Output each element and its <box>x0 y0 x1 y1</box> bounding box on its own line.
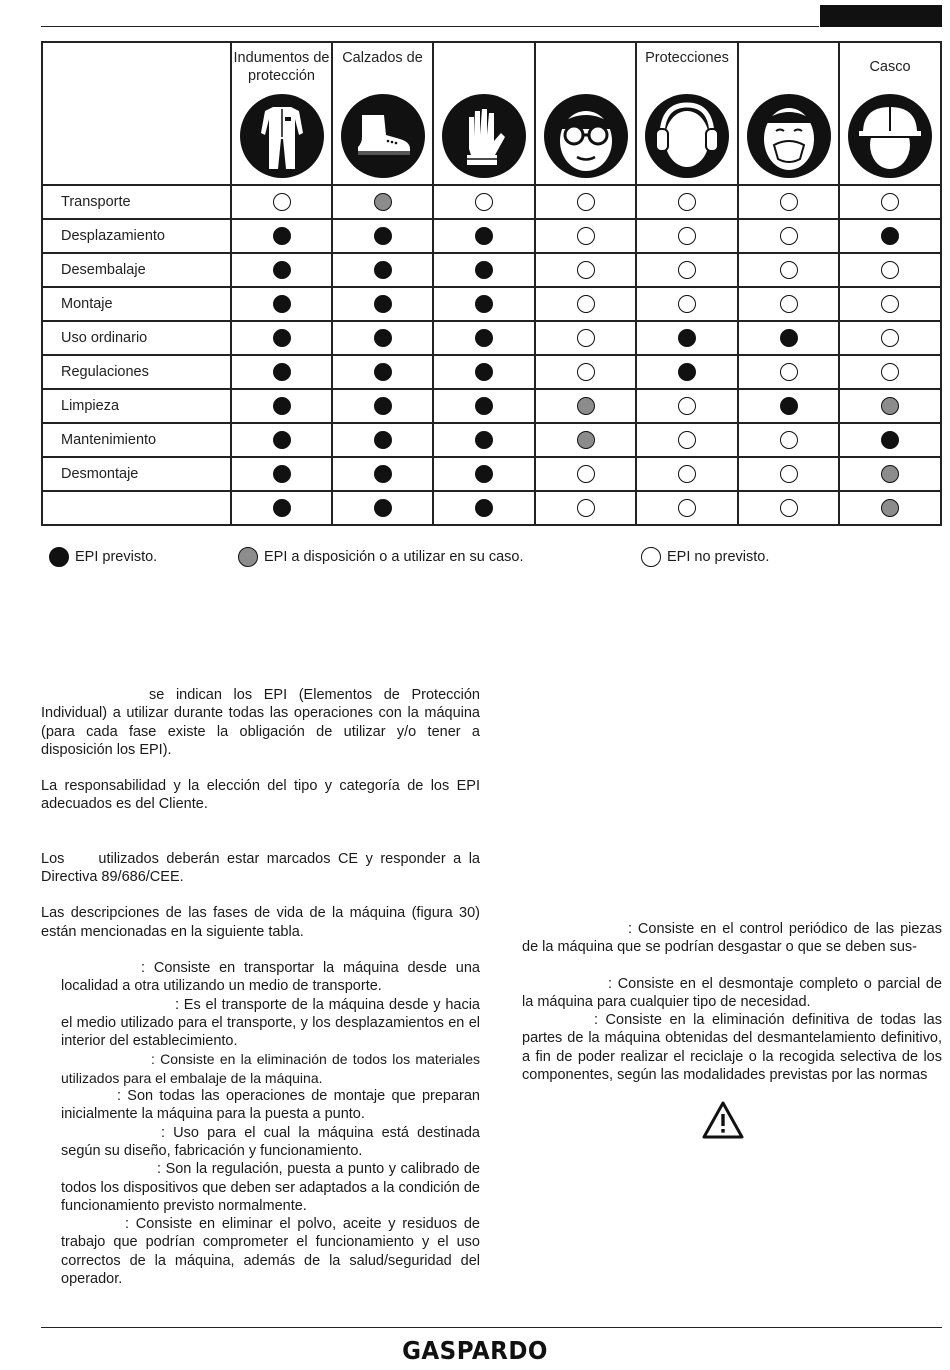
ce-paragraph <box>41 850 480 887</box>
epi-cell <box>536 356 637 390</box>
footer-rule <box>41 1327 942 1328</box>
legend-item-avail <box>238 547 524 567</box>
filled-dot-icon <box>273 363 291 381</box>
intro-paragraph: se indican los EPI (Elementos de Protección Individual) a utilizar durante todas las operaciones con la máquina (para cada fase existe la obligación de utilizar y/o tener a disposición los EPI). <box>41 687 480 758</box>
epi-cell <box>536 492 637 526</box>
grey-dot-icon <box>577 397 595 415</box>
filled-dot-icon <box>374 499 392 517</box>
filled-dot-icon <box>273 227 291 245</box>
filled-dot-icon <box>49 547 69 567</box>
col-header-label <box>536 43 635 89</box>
ce-paragraph-rest: utilizados deberán estar marcados CE y responder a la Directiva 89/686/CEE. <box>41 850 480 886</box>
epi-cell <box>333 356 434 390</box>
epi-cell <box>434 424 536 458</box>
empty-dot-icon <box>641 547 661 567</box>
epi-cell <box>333 322 434 356</box>
epi-cell <box>232 492 333 526</box>
col-header-label: Indumentos de protección <box>233 50 330 84</box>
protective-suit-icon <box>239 93 325 179</box>
epi-cell <box>637 220 739 254</box>
epi-cell <box>840 322 942 356</box>
table-row <box>43 254 942 288</box>
epi-cell <box>536 254 637 288</box>
epi-cell <box>840 390 942 424</box>
col-header-glove <box>434 43 536 186</box>
empty-dot-icon <box>678 193 696 211</box>
filled-dot-icon <box>780 397 798 415</box>
epi-cell <box>840 356 942 390</box>
table-row <box>43 322 942 356</box>
phase-label <box>43 492 232 526</box>
epi-cell <box>434 390 536 424</box>
empty-dot-icon <box>780 363 798 381</box>
filled-dot-icon <box>475 431 493 449</box>
epi-cell <box>536 288 637 322</box>
filled-dot-icon <box>374 227 392 245</box>
phase-desc-desmontaje: : Consiste en el desmontaje completo o parcial de la máquina para cualquier tipo de necesidad. <box>522 975 942 1010</box>
epi-cell <box>536 186 637 220</box>
epi-cell <box>840 254 942 288</box>
empty-dot-icon <box>678 261 696 279</box>
legend-item-full <box>49 547 157 567</box>
empty-dot-icon <box>780 193 798 211</box>
filled-dot-icon <box>475 499 493 517</box>
col-header-label: Casco <box>869 59 911 75</box>
page-tab-marker <box>820 5 942 27</box>
empty-dot-icon <box>577 363 595 381</box>
phases-paragraph: Las descripciones de las fases de vida de la máquina (figura 30) están mencionadas en la siguiente tabla. <box>41 905 480 940</box>
legend-label-avail: EPI a disposición o a utilizar en su caso. <box>264 549 524 565</box>
col-header-label <box>739 43 838 89</box>
brand-logo: GASPARDO <box>402 1336 548 1365</box>
empty-dot-icon <box>780 261 798 279</box>
phase-label: Uso ordinario <box>43 322 232 356</box>
table-row <box>43 220 942 254</box>
empty-dot-icon <box>577 193 595 211</box>
phase-desc-limpieza: : Consiste en eliminar el polvo, aceite y residuos de trabajo que podrían comprometer el funcionamiento y el uso correctos de la máquina, además de la salud/seguridad del operador. <box>61 1216 480 1288</box>
phase-label: Desembalaje <box>43 254 232 288</box>
legend-item-none <box>641 547 769 567</box>
epi-cell <box>840 186 942 220</box>
col-header-suit <box>232 43 333 186</box>
empty-dot-icon <box>780 227 798 245</box>
filled-dot-icon <box>374 363 392 381</box>
epi-cell <box>434 322 536 356</box>
body-text-left <box>41 686 480 1288</box>
filled-dot-icon <box>475 261 493 279</box>
glove-icon <box>441 93 527 179</box>
helmet-icon <box>847 93 933 179</box>
empty-dot-icon <box>678 397 696 415</box>
epi-cell <box>232 458 333 492</box>
table-row <box>43 288 942 322</box>
epi-header-row <box>43 43 942 186</box>
phase-label: Regulaciones <box>43 356 232 390</box>
phase-desc-desplazamiento: : Es el transporte de la máquina desde y hacia el medio utilizado para el transporte, y los desplazamientos en el interior del establecimiento. <box>61 996 480 1050</box>
epi-cell <box>637 492 739 526</box>
filled-dot-icon <box>374 261 392 279</box>
empty-dot-icon <box>678 227 696 245</box>
epi-cell <box>333 288 434 322</box>
filled-dot-icon <box>273 431 291 449</box>
empty-dot-icon <box>780 295 798 313</box>
table-row <box>43 424 942 458</box>
filled-dot-icon <box>475 227 493 245</box>
filled-dot-icon <box>273 499 291 517</box>
phase-label: Desplazamiento <box>43 220 232 254</box>
epi-cell <box>536 220 637 254</box>
epi-cell <box>333 390 434 424</box>
phase-label: Desmontaje <box>43 458 232 492</box>
empty-dot-icon <box>273 193 291 211</box>
empty-dot-icon <box>780 499 798 517</box>
filled-dot-icon <box>374 465 392 483</box>
epi-cell <box>536 424 637 458</box>
epi-cell <box>232 424 333 458</box>
grey-dot-icon <box>881 397 899 415</box>
epi-cell <box>840 288 942 322</box>
filled-dot-icon <box>475 465 493 483</box>
filled-dot-icon <box>273 295 291 313</box>
filled-dot-icon <box>780 329 798 347</box>
epi-cell <box>232 390 333 424</box>
face-mask-icon <box>746 93 832 179</box>
empty-dot-icon <box>780 465 798 483</box>
epi-cell <box>434 186 536 220</box>
grey-dot-icon <box>881 465 899 483</box>
empty-dot-icon <box>881 329 899 347</box>
epi-cell <box>637 322 739 356</box>
empty-dot-icon <box>780 431 798 449</box>
grey-dot-icon <box>577 431 595 449</box>
epi-cell <box>637 288 739 322</box>
epi-cell <box>840 458 942 492</box>
col-header-helmet <box>840 43 942 186</box>
filled-dot-icon <box>475 329 493 347</box>
epi-cell <box>434 220 536 254</box>
phase-desc-montaje: : Son todas las operaciones de montaje que preparan inicialmente la máquina para la puesta a punto. <box>61 1088 480 1123</box>
epi-cell <box>333 424 434 458</box>
table-row <box>43 390 942 424</box>
filled-dot-icon <box>273 397 291 415</box>
epi-cell <box>333 458 434 492</box>
epi-cell <box>840 220 942 254</box>
epi-cell <box>739 322 840 356</box>
phase-label: Mantenimiento <box>43 424 232 458</box>
epi-cell <box>232 288 333 322</box>
col-header-goggles <box>536 43 637 186</box>
epi-cell <box>739 458 840 492</box>
phase-header-cell <box>43 43 232 186</box>
filled-dot-icon <box>475 397 493 415</box>
phase-desc-transporte: : Consiste en transportar la máquina desde una localidad a otra utilizando un medio de transporte. <box>61 959 480 995</box>
filled-dot-icon <box>273 465 291 483</box>
empty-dot-icon <box>577 329 595 347</box>
goggles-icon <box>543 93 629 179</box>
filled-dot-icon <box>475 295 493 313</box>
epi-cell <box>739 254 840 288</box>
empty-dot-icon <box>678 499 696 517</box>
filled-dot-icon <box>881 431 899 449</box>
empty-dot-icon <box>881 363 899 381</box>
warning-icon <box>701 1100 745 1140</box>
epi-cell <box>434 288 536 322</box>
empty-dot-icon <box>678 431 696 449</box>
col-header-label <box>434 43 534 89</box>
epi-cell <box>637 458 739 492</box>
epi-cell <box>637 424 739 458</box>
epi-cell <box>637 356 739 390</box>
epi-cell <box>434 356 536 390</box>
epi-cell <box>434 492 536 526</box>
phase-label: Limpieza <box>43 390 232 424</box>
phase-label: Transporte <box>43 186 232 220</box>
epi-cell <box>536 458 637 492</box>
epi-cell <box>637 254 739 288</box>
phase-desc-desembalaje: : Consiste en la eliminación de todos los materiales utilizados para el embalaje de la máquina. <box>61 1051 480 1086</box>
epi-cell <box>840 424 942 458</box>
table-row <box>43 186 942 220</box>
ce-paragraph-start: Los <box>41 850 65 867</box>
phase-desc-regulaciones: : Son la regulación, puesta a punto y calibrado de todos los dispositivos que deben ser adaptados a la condición de funcionamiento previsto normalmente. <box>61 1161 480 1214</box>
epi-cell <box>232 356 333 390</box>
empty-dot-icon <box>577 261 595 279</box>
epi-cell <box>232 322 333 356</box>
phase-desc-uso: : Uso para el cual la máquina está destinada según su diseño, fabricación y funcionamiento. <box>61 1124 480 1159</box>
table-row <box>43 356 942 390</box>
epi-cell <box>232 220 333 254</box>
filled-dot-icon <box>881 227 899 245</box>
epi-cell <box>739 390 840 424</box>
col-header-label: Protecciones <box>645 50 729 66</box>
ear-protection-icon <box>644 93 730 179</box>
empty-dot-icon <box>678 465 696 483</box>
filled-dot-icon <box>374 329 392 347</box>
epi-table <box>41 41 942 526</box>
epi-cell <box>637 390 739 424</box>
epi-cell <box>333 220 434 254</box>
epi-cell <box>434 458 536 492</box>
filled-dot-icon <box>475 363 493 381</box>
epi-cell <box>434 254 536 288</box>
empty-dot-icon <box>881 261 899 279</box>
filled-dot-icon <box>273 261 291 279</box>
empty-dot-icon <box>577 227 595 245</box>
legend-label-full: EPI previsto. <box>75 549 158 565</box>
safety-boot-icon <box>340 93 426 179</box>
col-header-boot <box>333 43 434 186</box>
epi-cell <box>333 254 434 288</box>
legend <box>0 547 950 575</box>
col-header-label: Calzados de <box>342 50 423 66</box>
grey-dot-icon <box>881 499 899 517</box>
filled-dot-icon <box>678 329 696 347</box>
epi-cell <box>840 492 942 526</box>
epi-cell <box>739 186 840 220</box>
col-header-ear <box>637 43 739 186</box>
legend-label-none: EPI no previsto. <box>667 549 770 565</box>
empty-dot-icon <box>881 295 899 313</box>
grey-dot-icon <box>374 193 392 211</box>
epi-cell <box>536 322 637 356</box>
epi-cell <box>333 186 434 220</box>
epi-cell <box>739 424 840 458</box>
epi-cell <box>232 186 333 220</box>
phase-desc-mantenimiento: : Consiste en el control periódico de las piezas de la máquina que se podrían desgastar o que se deben sus- <box>522 921 942 956</box>
empty-dot-icon <box>577 295 595 313</box>
responsibility-paragraph: La responsabilidad y la elección del tipo y categoría de los EPI adecuados es del Cliente. <box>41 778 480 813</box>
table-row <box>43 492 942 526</box>
epi-cell <box>739 288 840 322</box>
filled-dot-icon <box>273 329 291 347</box>
empty-dot-icon <box>475 193 493 211</box>
grey-dot-icon <box>238 547 258 567</box>
filled-dot-icon <box>374 295 392 313</box>
phase-desc-desguace: : Consiste en la eliminación definitiva de todas las partes de la máquina obtenidas del desmantelamiento definitivo, a fin de poder realizar el reciclaje o la recogida selectiva de los componentes, según las modalidades previstas por las normas <box>522 1012 942 1084</box>
empty-dot-icon <box>577 465 595 483</box>
filled-dot-icon <box>374 397 392 415</box>
phase-label: Montaje <box>43 288 232 322</box>
epi-cell <box>333 492 434 526</box>
epi-cell <box>536 390 637 424</box>
body-text-right <box>522 920 942 1084</box>
epi-cell <box>739 492 840 526</box>
empty-dot-icon <box>577 499 595 517</box>
filled-dot-icon <box>678 363 696 381</box>
filled-dot-icon <box>374 431 392 449</box>
epi-cell <box>637 186 739 220</box>
table-row <box>43 458 942 492</box>
header-rule <box>41 26 819 27</box>
empty-dot-icon <box>678 295 696 313</box>
col-header-mask <box>739 43 840 186</box>
epi-cell <box>739 356 840 390</box>
empty-dot-icon <box>881 193 899 211</box>
epi-cell <box>739 220 840 254</box>
epi-cell <box>232 254 333 288</box>
